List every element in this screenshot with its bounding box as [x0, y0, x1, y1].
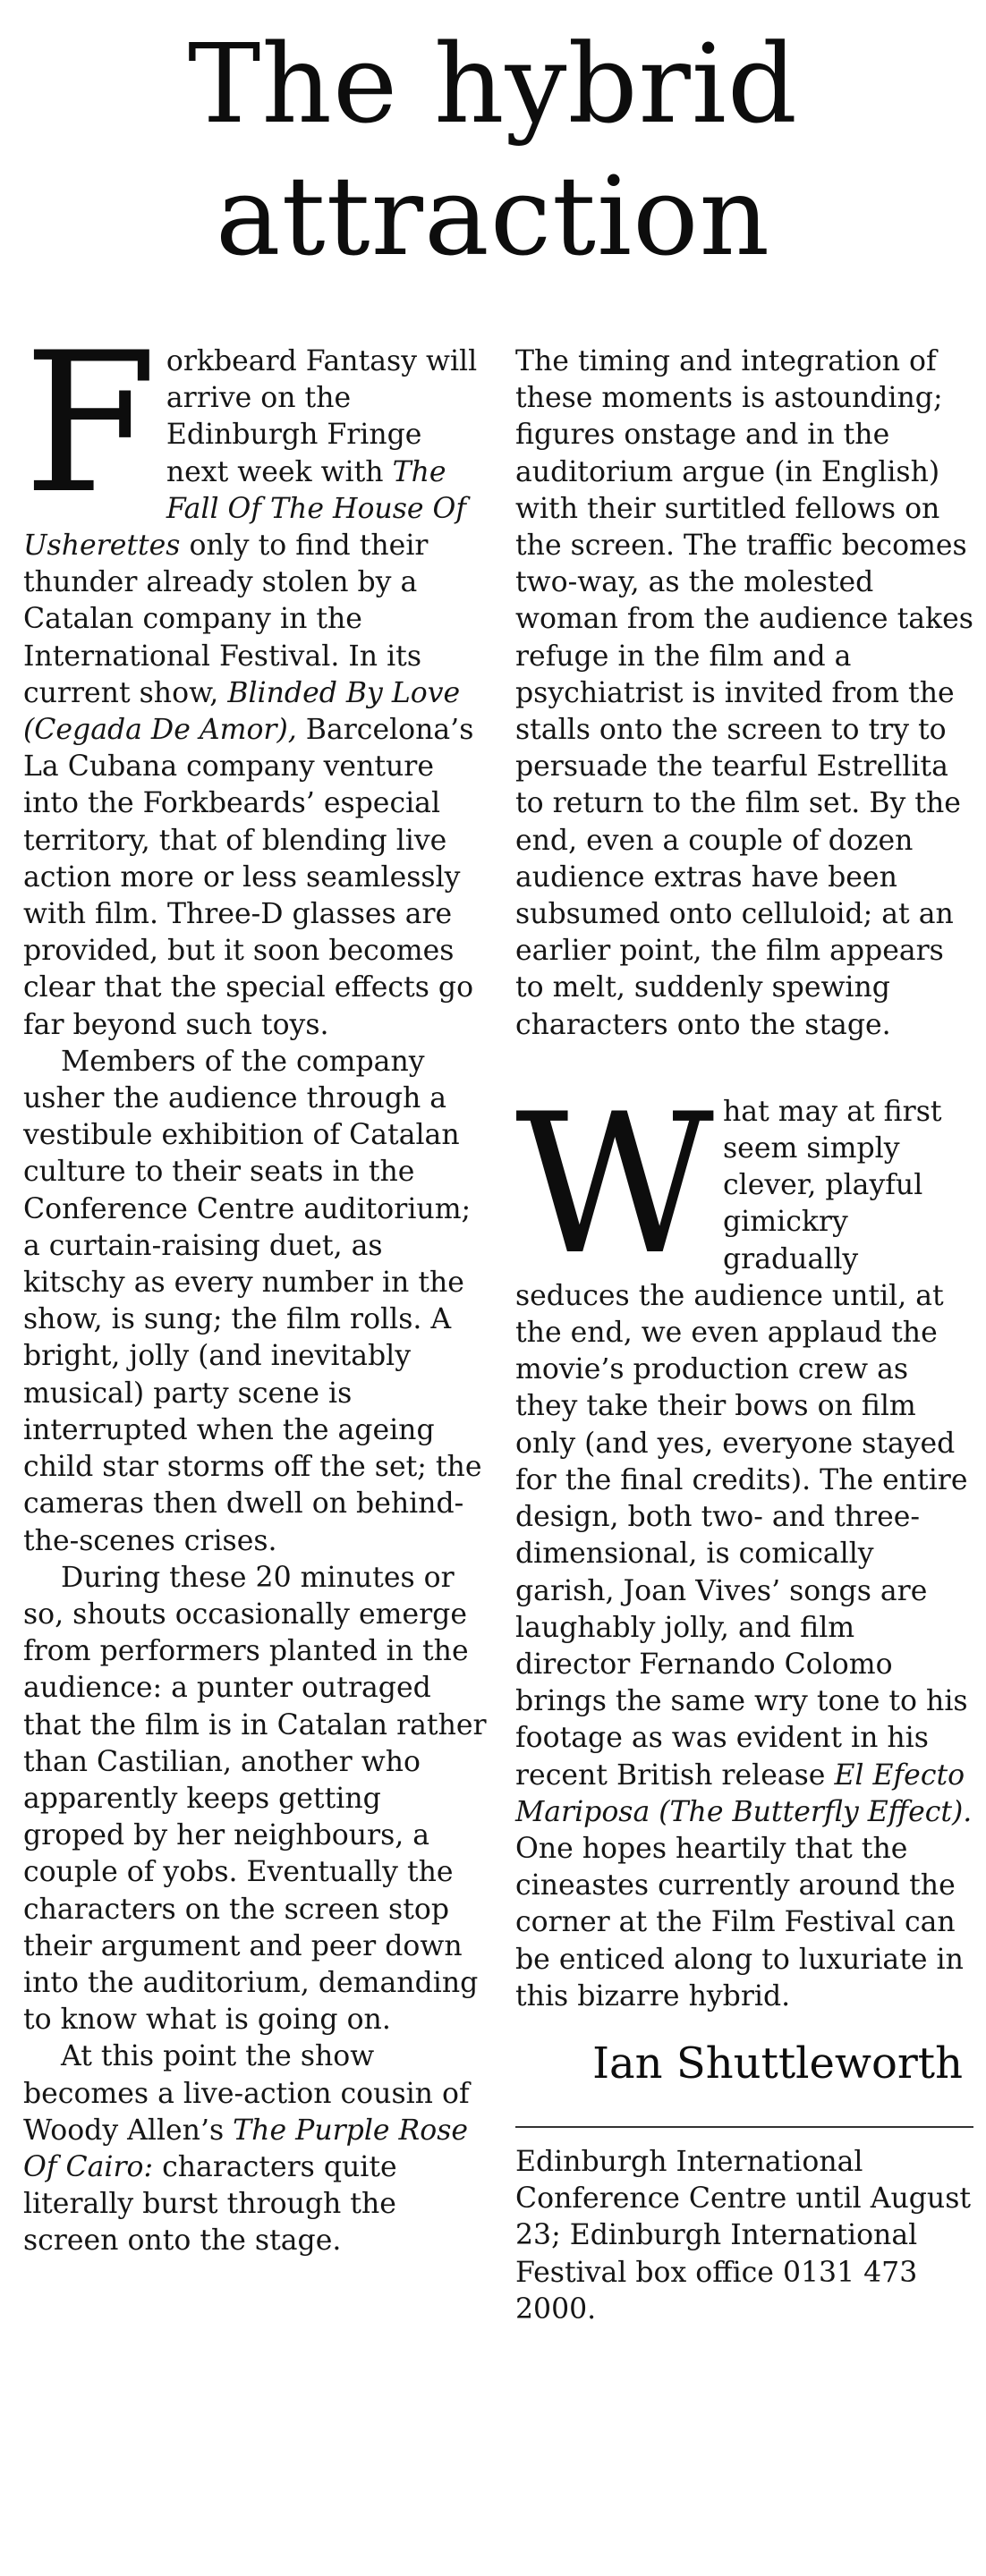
paragraph-3: During these 20 minutes or so, shouts occasionally emerge from performers planted in the audience: a punter outraged that the film is in Catalan rather than Castilian, another who apparently keeps getting groped by her neighbours, a couple of yobs. Eventually the characters on the screen stop their argument and peer down into the auditorium, demanding to know what is going on. [23, 1561, 487, 2037]
drop-cap-f: F [23, 311, 157, 536]
paragraph-1-text-a: orkbeard Fantasy will arrive on the Edinburgh Fringe next week with [166, 345, 478, 488]
paragraph-1 [23, 311, 489, 1044]
paragraph-4-text-b: characters quite literally burst through the screen onto the stage. [23, 2150, 397, 2258]
paragraph-2: Members of the company usher the audience through a vestibule exhibition of Catalan culture to their seats in the Conference Centre auditorium; a curtain-raising duet, as kitschy as every number in the show, is sung; the film rolls. A bright, jolly (and inevitably musical) party scene is interrupted when the ageing child star storms off the set; the cameras then dwell on behind-the-scenes crises. [23, 1045, 482, 1557]
paragraph-6-text-a: hat may at first seem simply clever, playful gimickry gradually seduces the audience until, at the end, we even applaud the movie’s production crew as they take their bows on film only (and yes, everyone stayed for the final credits). The entire design, both two- and three-dimensional, is comically garish, Joan Vives’ songs are laughably jolly, and film director Fernando Colomo brings the same wry tone to his footage as was evident in his recent British release [515, 1095, 968, 1792]
paragraph-5: The timing and integration of these moments is astounding; figures onstage and in the auditorium argue (in English) with their surtitled fellows on the screen. The traffic becomes two-way, as the molested woman from the audience takes refuge in the film and a psychiatrist is invited from the stalls onto the screen to try to persuade the tearful Estrellita to return to the film set. By the end, even a couple of dozen audience extras have been subsumed onto celluloid; at an earlier point, the film appears to melt, suddenly spewing characters onto the stage. [515, 345, 973, 1041]
info-divider [515, 2126, 973, 2128]
headline [0, 18, 986, 283]
paragraph-4-text-a: At this point the show becomes a live-action cousin of Woody Allen’s [23, 2040, 470, 2147]
headline-line-1: The hybrid [188, 21, 798, 148]
paragraph-1-text-b: only to find their thunder already stolen by a Catalan company in the International Festival. In its current show, [23, 530, 429, 709]
article-column-right [515, 343, 973, 2328]
paragraph-1-text-c: Barcelona’s La Cubana company venture into the Forkbeards’ especial territory, that of blending live action more or less seamlessly with film. Three-D glasses are provided, but it soon becomes clear that the special effects go far beyond such toys. [23, 714, 474, 1041]
author-byline: Ian Shuttleworth [592, 2038, 963, 2089]
show-title-fall-of-house-of-usherettes: The Fall Of The House Of Usherettes [23, 455, 467, 563]
paragraph-4 [23, 2038, 489, 2259]
headline-line-2: attraction [215, 153, 771, 280]
film-title-el-efecto-mariposa: El Efecto Mariposa (The Butterfly Effect). [515, 1758, 973, 1828]
show-title-blinded-by-love: Blinded By Love (Cegada De Amor), [23, 676, 461, 747]
article-column-left [23, 311, 489, 2260]
paragraph-6-text-b: One hopes heartily that the cineastes currently around the corner at the Film Festival can be enticed along to luxuriate in this bizarre hybrid. [515, 1832, 964, 2012]
venue-info: Edinburgh International Conference Centre until August 23; Edinburgh International Festival box office 0131 473 2000. [515, 2145, 972, 2326]
film-title-purple-rose-of-cairo: The Purple Rose Of Cairo: [23, 2114, 469, 2183]
paragraph-6 [515, 1072, 973, 2015]
drop-cap-w: W [515, 1072, 715, 1297]
